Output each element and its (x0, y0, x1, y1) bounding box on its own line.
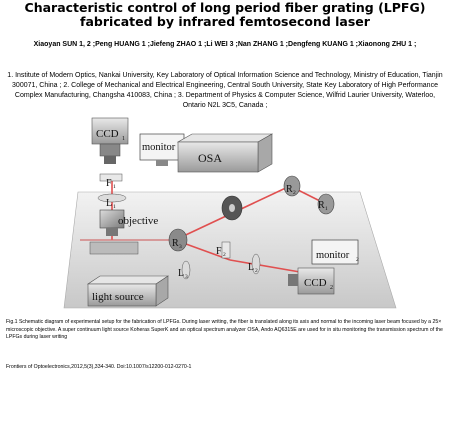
monitor2-sub: 2 (356, 257, 359, 263)
translation-stage (90, 242, 138, 254)
monitor1-label: monitor (142, 142, 176, 153)
objective-label: objective (118, 215, 159, 227)
mirror-r2 (284, 176, 300, 196)
monitor1 (140, 134, 184, 166)
monitor2-label: monitor (316, 250, 350, 261)
r3-sub: 3 (179, 244, 182, 250)
affiliations: 1. Institute of Modern Optics, Nankai University, Key Laboratory of Optical Information Science and Technology, Ministry of Education, Tianjin 300071, China ; 2. College of Mechanical and Electrical Engineering, Central South University, State Key Laboratory of High Performance Complex Manufacturing, Changsha 410083, China ; 3. Department of Physics & Computer Science, Wilfrid Laurier University, Waterloo, Ontario N2L 3C5, Canada ; (7, 72, 443, 109)
light-source-label: light source (92, 291, 144, 303)
l3-sub: 3 (185, 274, 188, 280)
r3-label: R (172, 238, 179, 249)
mirror-r3 (169, 229, 187, 251)
l1-label: L (106, 198, 113, 209)
osa-box (178, 134, 272, 172)
setup-diagram (60, 112, 400, 312)
osa-label: OSA (198, 151, 223, 165)
f1-sub: 1 (113, 184, 116, 190)
author-list: Xiaoyan SUN 1, 2 ;Peng HUANG 1 ;Jiefeng ZHAO 1 ;Li WEI 3 ;Nan ZHANG 1 ;Dengfeng KUANG 1 ;Xiaonong ZHU 1 ; (33, 41, 417, 48)
r2-sub: 2 (293, 190, 296, 196)
r1-sub: 1 (325, 206, 328, 212)
l2-label: L (248, 262, 255, 273)
ccd2-label: CCD (304, 277, 327, 289)
r1-label: R (318, 200, 325, 211)
r2-label: R (286, 184, 293, 195)
page-title: Characteristic control of long period fiber grating (LPFG) fabricated by infrared femtosecond laser (24, 0, 426, 29)
f2-sub: 2 (223, 252, 226, 258)
mirror-r1 (318, 194, 334, 214)
l2-sub: 2 (255, 268, 258, 274)
ccd1-sub: 1 (122, 136, 125, 142)
monitor2 (312, 240, 359, 264)
filter-f1 (100, 174, 122, 190)
setup-diagram-svg (60, 112, 400, 312)
figure-caption: Fig.1 Schematic diagram of experimental setup for the fabrication of LPFGs. During laser writing, the fiber is translated along its axis and normal to the incoming laser beam focused by a 25× microscopic objective. A super continuum light source Koheras SuperK and an optical spectrum analyzer OSA, Ando AQ6315E are used for in situ monitoring the transmission spectrum of the LPFGs during laser writing (6, 319, 443, 341)
f1-label: F (106, 178, 112, 189)
citation: Frontiers of Optoelectronics,2012,5(3),334-340. Doi:10.1007/s12200-012-0270-1 (6, 364, 192, 370)
ccd1-label: CCD (96, 128, 119, 140)
chopper-wheel (222, 196, 242, 220)
ccd1-camera (92, 118, 128, 164)
ccd2-sub: 2 (330, 285, 333, 291)
light-source-box (88, 276, 168, 306)
l3-label: L (178, 268, 185, 279)
f2-label: F (216, 246, 222, 257)
l1-sub: 1 (113, 204, 116, 210)
